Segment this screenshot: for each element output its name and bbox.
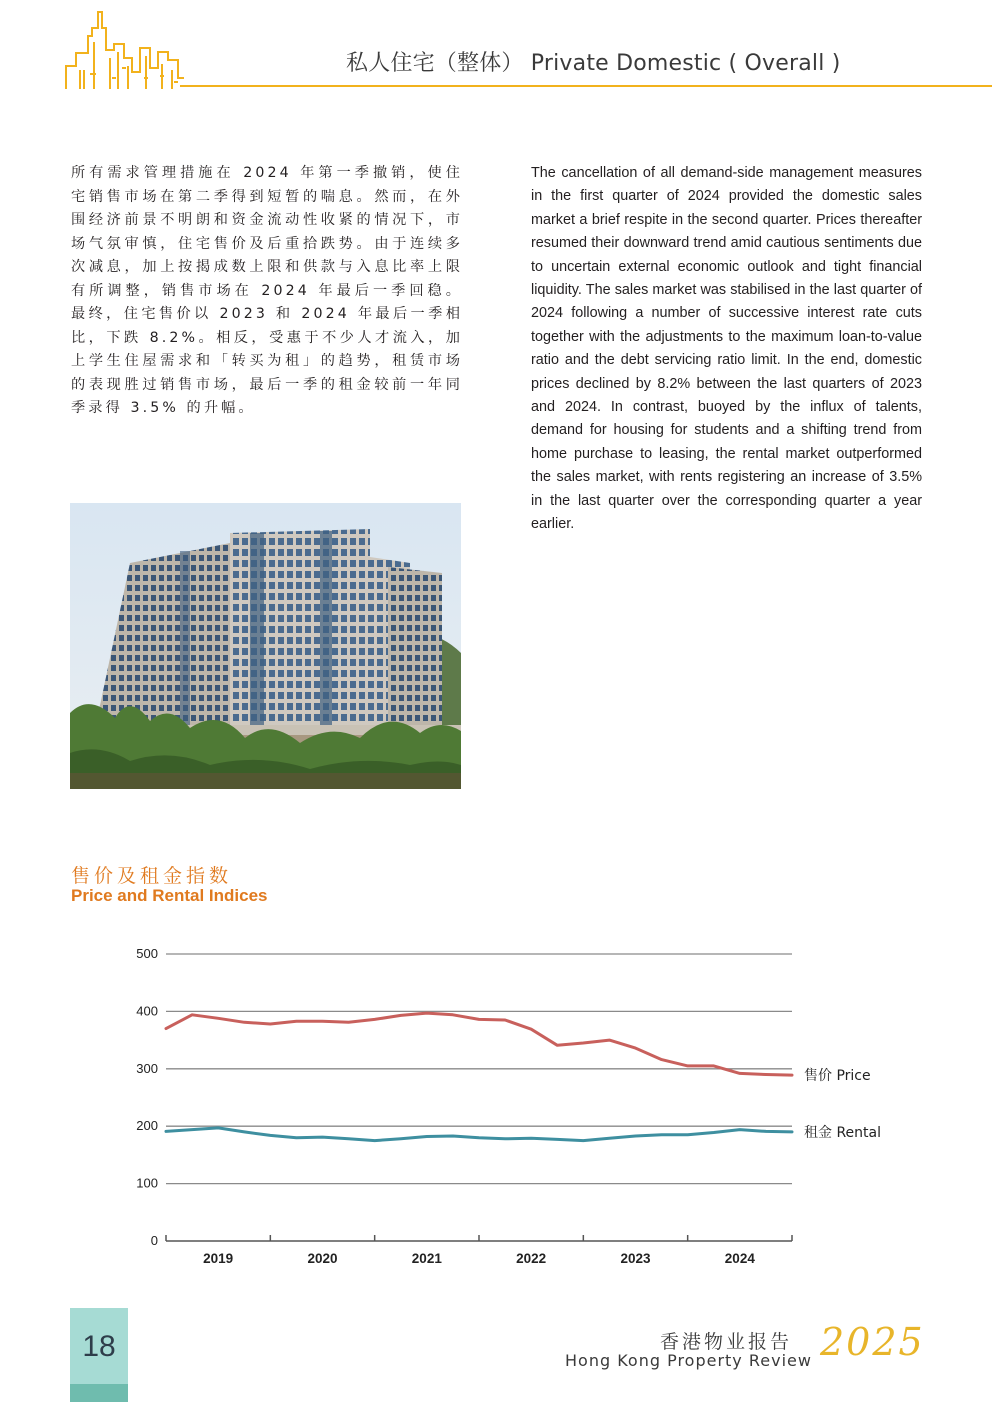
series-label-price: 售价 Price	[804, 1068, 871, 1085]
x-tick-label-2022: 2022	[516, 1251, 547, 1266]
y-tick-label-300: 300	[136, 1060, 158, 1076]
report-title-chinese: 香港物业报告	[660, 1331, 793, 1353]
series-line-price	[166, 1013, 792, 1075]
residential-building-photo	[70, 503, 461, 789]
y-tick-label-400: 400	[136, 1003, 158, 1019]
header-rule	[180, 85, 992, 87]
english-paragraph: The cancellation of all demand-side management measures in the first quarter of 2024 provided the domestic sales market a brief respite in the second quarter. Prices thereafter resumed their downward trend amid cautious sentiments due to uncertain external economic outlook and tight financial liquidity. The sales market was stabilised in the last quarter of 2024 following a number of successive interest rate cuts together with the adjustments to the maximum loan-to-value ratio and the debt servicing ratio limit. In the end, domestic prices declined by 8.2% between the last quarters of 2023 and 2024. In contrast, buoyed by the influx of talents, demand for housing for students and a shifting trend from home purchase to leasing, the rental market outperformed the sales market, with rents registering an increase of 3.5% in the last quarter over the corresponding quarter a year earlier.	[531, 165, 922, 533]
y-tick-label-0: 0	[150, 1233, 158, 1248]
x-tick-label-2019: 2019	[203, 1251, 234, 1266]
skyline-logo	[62, 8, 187, 94]
y-tick-label-500: 500	[136, 946, 158, 961]
section-title: 私人住宅（整体） Private Domestic ( Overall )	[346, 51, 841, 76]
page-number-strip	[70, 1384, 128, 1402]
y-tick-label-100: 100	[136, 1175, 158, 1191]
x-tick-label-2023: 2023	[620, 1251, 651, 1266]
x-tick-label-2024: 2024	[724, 1251, 755, 1266]
report-year: 2025	[820, 1320, 925, 1364]
x-tick-label-2020: 2020	[307, 1251, 338, 1266]
series-label-rental: 租金 Rental	[804, 1124, 881, 1141]
chart-title-english: Price and Rental Indices	[71, 886, 268, 905]
y-tick-label-200: 200	[136, 1118, 158, 1134]
series-line-rental	[166, 1128, 792, 1141]
page-number: 18	[82, 1330, 116, 1363]
chinese-paragraph: 所有需求管理措施在 2024 年第一季撤销，使住宅销售市场在第二季得到短暂的喘息。然而，在外围经济前景不明朗和资金流动性收紧的情况下，市场气氛审慎，住宅售价及后重拾跌势。由于连续多次减息，加上按揭成数上限和供款与入息比率上限有所调整，销售市场在 2024 年最后一季回稳。最终，住宅售价以 2023 和 2024 年最后一季相比，下跌 8.2%。相反，受惠于不少人才流入，加上学生住屋需求和「转买为租」的趋势，租赁市场的表现胜过销售市场，最后一季的租金较前一年同季录得 3.5% 的升幅。	[71, 165, 463, 416]
report-title-english: Hong Kong Property Review	[565, 1351, 812, 1370]
chart-title-chinese: 售价及租金指数	[71, 865, 233, 887]
x-tick-label-2021: 2021	[411, 1251, 442, 1266]
price-rental-line-chart	[0, 930, 992, 1280]
